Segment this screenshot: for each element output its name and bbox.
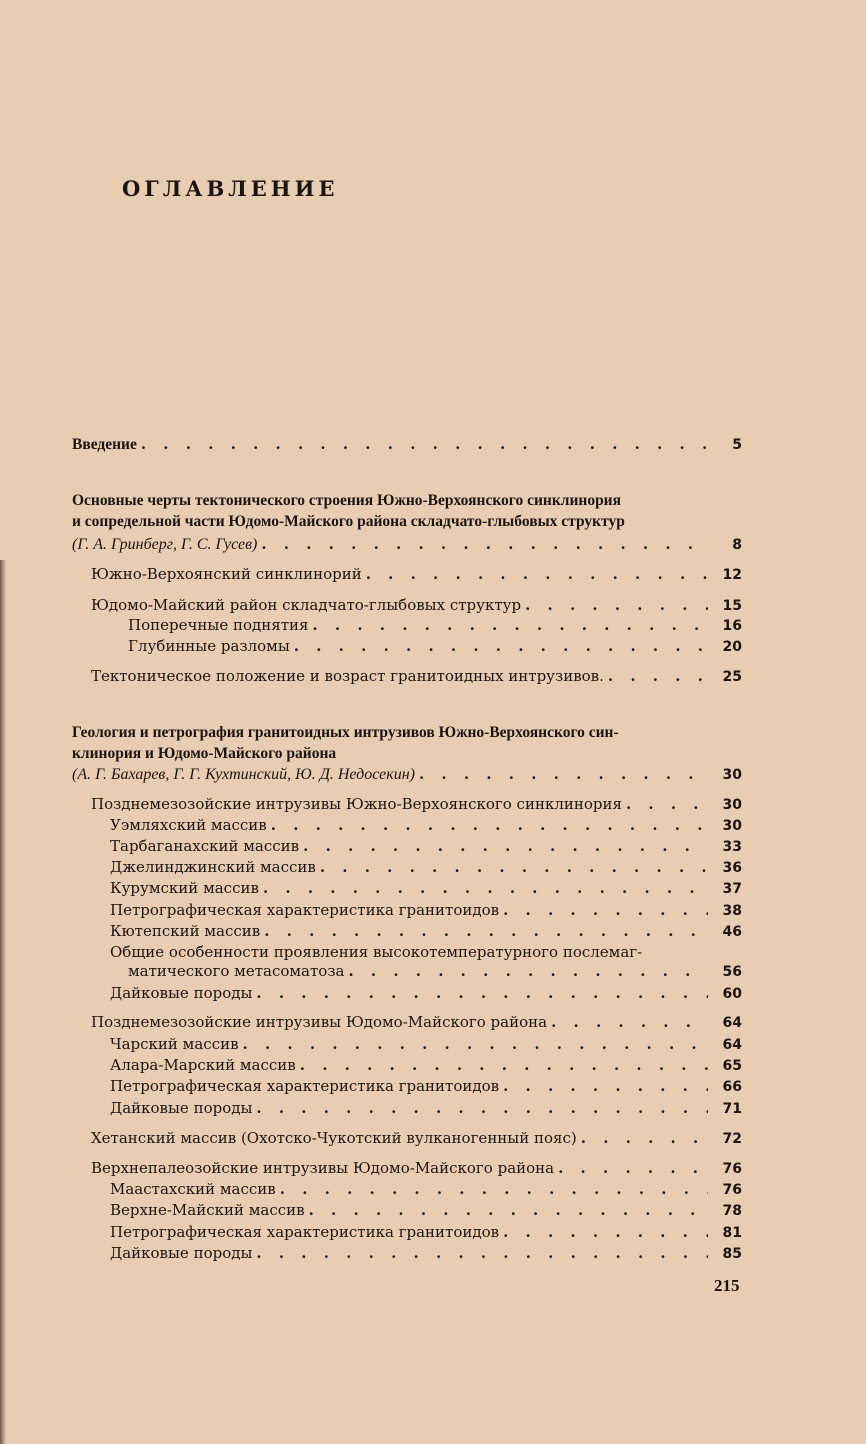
page-title: ОГЛАВЛЕНИЕ xyxy=(122,176,339,201)
toc-entry-label: Тектоническое положение и возраст гранитоидных интрузивов. xyxy=(91,667,604,685)
toc-page-number: 46 xyxy=(722,924,742,940)
toc-entry[interactable] xyxy=(91,1128,742,1149)
leader-dots xyxy=(243,1034,708,1054)
leader-dots xyxy=(581,1128,708,1148)
toc-page-number: 15 xyxy=(722,598,742,614)
leader-dots xyxy=(256,1243,708,1263)
leader-dots xyxy=(294,636,708,656)
section-heading-line: Геология и петрография гранитоидных интрузивов Южно-Верхоянского син- xyxy=(72,724,619,741)
toc-entry[interactable] xyxy=(110,1179,742,1200)
toc-entry-label: Кютепский массив xyxy=(110,922,261,940)
toc-entry-label: Алара-Марский массив xyxy=(110,1056,296,1074)
leader-dots xyxy=(141,434,708,454)
leader-dots xyxy=(261,534,708,554)
toc-entry-label: Маастахский массив xyxy=(110,1180,276,1198)
toc-entry-label: Дайковые породы xyxy=(110,1099,253,1117)
toc-page-number: 12 xyxy=(722,567,742,583)
leader-dots xyxy=(312,615,708,635)
section-heading-line: Основные черты тектонического строения Южно-Верхоянского синклинория xyxy=(72,492,622,509)
toc-page-number: 81 xyxy=(722,1225,742,1241)
toc-entry[interactable] xyxy=(110,1243,742,1264)
toc-entry[interactable] xyxy=(110,921,742,942)
toc-entry[interactable] xyxy=(110,878,742,899)
toc-entry[interactable] xyxy=(110,900,742,921)
toc-entry-label: Юдомо-Майский район складчато-глыбовых структур xyxy=(91,596,522,614)
toc-page-number: 30 xyxy=(722,818,742,834)
toc-page-number: 33 xyxy=(722,839,742,855)
leader-dots xyxy=(256,1098,708,1118)
toc-page-number: 64 xyxy=(722,1015,742,1031)
toc-entry-label: Верхне-Майский массив xyxy=(110,1201,305,1219)
leader-dots xyxy=(256,983,708,1003)
toc-entry[interactable] xyxy=(110,1222,742,1243)
page-edge-shadow xyxy=(0,560,6,1444)
toc-entry-label: Хетанский массив (Охотско-Чукотский вулканогенный пояс) xyxy=(91,1129,577,1147)
leader-dots xyxy=(280,1179,708,1199)
toc-page-number: 66 xyxy=(722,1079,742,1095)
toc-entry-wrapped-line[interactable] xyxy=(110,942,742,962)
toc-page-number: 20 xyxy=(722,639,742,655)
toc-page-number: 56 xyxy=(722,964,742,980)
toc-page-number: 38 xyxy=(722,903,742,919)
toc-entry[interactable] xyxy=(110,1098,742,1119)
toc-entry-label: Дайковые породы xyxy=(110,1244,253,1262)
toc-page-number: 16 xyxy=(722,618,742,634)
toc-page-number: 37 xyxy=(722,881,742,897)
toc-page-number: 76 xyxy=(722,1161,742,1177)
toc-page-number: 72 xyxy=(722,1131,742,1147)
toc-entry[interactable] xyxy=(110,983,742,1004)
section-heading-line: и сопредельной части Юдомо-Майского района складчато-глыбовых структур xyxy=(72,513,625,530)
toc-page-number: 25 xyxy=(722,669,742,685)
leader-dots xyxy=(300,1055,708,1075)
toc-entry[interactable] xyxy=(91,666,742,687)
leader-dots xyxy=(503,1222,708,1242)
toc-entry[interactable] xyxy=(128,636,742,657)
toc-entry-label: Общие особенности проявления высокотемпературного послемаг- xyxy=(110,943,643,961)
toc-entry-label: Тарбаганахский массив xyxy=(110,837,300,855)
leader-dots xyxy=(263,878,708,898)
toc-entry-label: Петрографическая характеристика гранитоидов xyxy=(110,901,500,919)
toc-page-number: 36 xyxy=(722,860,742,876)
toc-entry-label: матического метасоматоза xyxy=(128,962,345,980)
toc-entry-label: Дайковые породы xyxy=(110,984,253,1002)
toc-entry-label: Курумский массив xyxy=(110,879,259,897)
section-heading-2 xyxy=(72,722,742,764)
leader-dots xyxy=(366,564,708,584)
toc-entry[interactable] xyxy=(128,961,742,982)
toc-entry-authors-2[interactable] xyxy=(72,764,742,785)
toc-page-number: 60 xyxy=(722,986,742,1002)
toc-page-number: 8 xyxy=(732,537,742,553)
toc-page-number: 64 xyxy=(722,1037,742,1053)
leader-dots xyxy=(558,1158,708,1178)
toc-entry[interactable] xyxy=(91,595,742,616)
toc-page-number: 65 xyxy=(722,1058,742,1074)
toc-entry-label: Чарский массив xyxy=(110,1035,239,1053)
toc-page-number: 76 xyxy=(722,1182,742,1198)
toc-entry-label: Поперечные поднятия xyxy=(128,616,309,634)
leader-dots xyxy=(626,794,708,814)
toc-entry-label: Петрографическая характеристика гранитоидов xyxy=(110,1223,500,1241)
leader-dots xyxy=(503,1076,708,1096)
leader-dots xyxy=(348,961,708,981)
toc-entry[interactable] xyxy=(91,1158,742,1179)
leader-dots xyxy=(303,836,708,856)
leader-dots xyxy=(551,1012,708,1032)
toc-entry[interactable] xyxy=(110,815,742,836)
toc-entry-label: Глубинные разломы xyxy=(128,637,290,655)
toc-entry[interactable] xyxy=(91,564,742,585)
toc-page-number: 30 xyxy=(722,767,742,783)
toc-entry[interactable] xyxy=(91,794,742,815)
toc-entry-label: Уэмляхский массив xyxy=(110,816,267,834)
toc-entry-label: Введение xyxy=(72,436,137,453)
toc-entry[interactable] xyxy=(110,836,742,857)
toc-entry-authors-1[interactable] xyxy=(72,534,742,555)
section-heading-1 xyxy=(72,490,742,532)
toc-entry[interactable] xyxy=(110,1034,742,1055)
toc-entry-label: Позднемезозойские интрузивы Южно-Верхоянского синклинория xyxy=(91,795,622,813)
toc-page-number: 5 xyxy=(732,437,742,453)
toc-page-number: 71 xyxy=(722,1101,742,1117)
section-heading-line: клинория и Юдомо-Майского района xyxy=(72,745,337,762)
toc-entry[interactable] xyxy=(110,857,742,878)
leader-dots xyxy=(309,1200,708,1220)
authors: (А. Г. Бахарев, Г. Г. Кухтинский, Ю. Д. Недосекин) xyxy=(72,766,415,783)
leader-dots xyxy=(525,595,708,615)
toc-entry-label: Южно-Верхоянский синклинорий xyxy=(91,565,362,583)
toc-entry[interactable] xyxy=(91,1012,742,1033)
leader-dots xyxy=(419,764,708,784)
toc-entry[interactable] xyxy=(110,1055,742,1076)
toc-entry[interactable] xyxy=(110,1076,742,1097)
toc-entry-intro[interactable] xyxy=(72,434,742,455)
leader-dots xyxy=(264,921,708,941)
leader-dots xyxy=(320,857,708,877)
toc-page-number: 85 xyxy=(722,1246,742,1262)
toc-entry-label: Петрографическая характеристика гранитоидов xyxy=(110,1077,500,1095)
toc-entry-label: Верхнепалеозойские интрузивы Юдомо-Майского района xyxy=(91,1159,555,1177)
toc-entry-label: Позднемезозойские интрузивы Юдомо-Майского района xyxy=(91,1013,548,1031)
authors: (Г. А. Гринберг, Г. С. Гусев) xyxy=(72,536,258,553)
leader-dots xyxy=(271,815,708,835)
leader-dots xyxy=(503,900,708,920)
toc-entry-label: Джелинджинский массив xyxy=(110,858,316,876)
page-number: 215 xyxy=(714,1276,740,1295)
leader-dots xyxy=(608,666,708,686)
toc-page-number: 30 xyxy=(722,797,742,813)
toc-entry[interactable] xyxy=(128,615,742,636)
toc-entry[interactable] xyxy=(110,1200,742,1221)
toc-page-number: 78 xyxy=(722,1203,742,1219)
